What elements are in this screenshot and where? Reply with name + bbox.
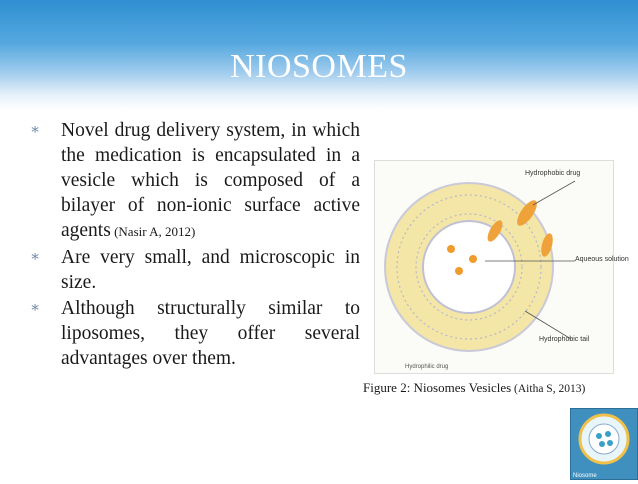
thumbnail-dot [596, 433, 602, 439]
bullet-marker: ∗ [30, 300, 41, 316]
bullet-item [30, 118, 360, 244]
slide-title: NIOSOMES [230, 48, 408, 85]
hydrophilic-drug-1 [447, 245, 455, 253]
inner-core [423, 221, 515, 313]
bullet-text: Although structurally similar to liposomes, they offer several advantages over them. [61, 298, 360, 369]
niosome-diagram [375, 161, 629, 373]
thumbnail-label: Niosome [573, 473, 597, 479]
caption-text: Figure 2: Niosomes Vesicles [363, 380, 512, 395]
label-aqueous-solution: Aqueous solution [575, 256, 629, 263]
bullet-marker: ∗ [30, 249, 41, 265]
thumbnail-diagram [571, 409, 637, 479]
bullet-text: Are very small, and microscopic in size. [61, 247, 360, 293]
figure-caption [363, 380, 623, 396]
caption-citation: (Aitha S, 2013) [511, 383, 586, 395]
bullet-item [30, 245, 360, 295]
thumbnail-inner-ring [589, 424, 619, 454]
bullet-citation: (Nasir A, 2012) [110, 224, 196, 239]
bullet-list [30, 118, 360, 372]
bullet-text: Novel drug delivery system, in which the medication is encapsulated in a vesicle which is composed of a bilayer of non-ionic surface active agents [61, 120, 360, 241]
bullet-item [30, 296, 360, 371]
thumbnail-dot [605, 431, 611, 437]
label-bottom: Hydrophilic drug [405, 364, 449, 370]
thumbnail-dot [607, 440, 613, 446]
bullet-marker: ∗ [30, 122, 41, 138]
hydrophilic-drug-3 [469, 255, 477, 263]
niosome-figure [374, 160, 629, 374]
niosome-thumbnail [570, 408, 638, 480]
label-hydrophobic-drug: Hydrophobic drug [525, 170, 581, 177]
thumbnail-dot [599, 441, 605, 447]
hydrophilic-drug-2 [455, 267, 463, 275]
label-hydrophobic-tail: Hydrophobic tail [539, 336, 590, 343]
